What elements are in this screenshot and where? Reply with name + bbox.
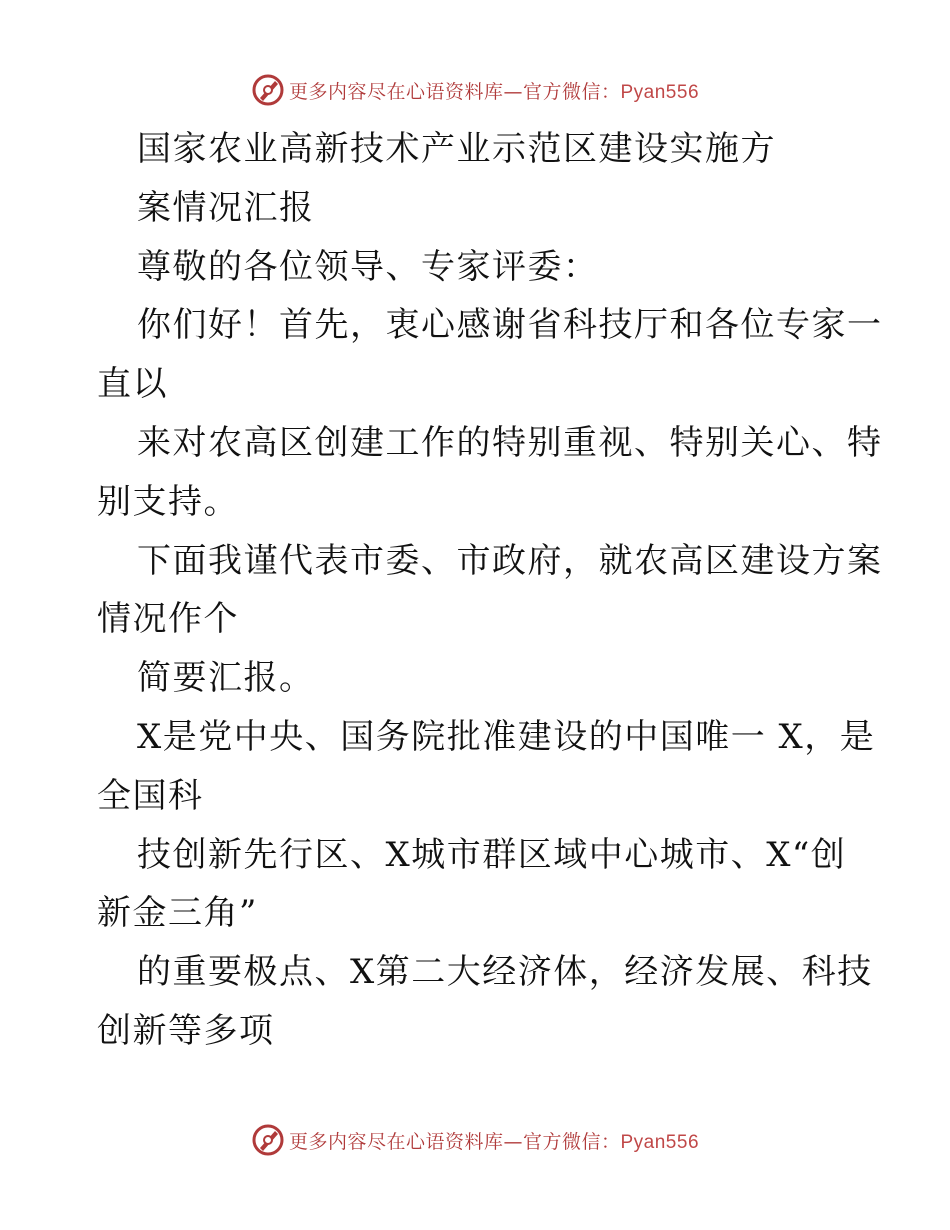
document-line: 创新等多项 <box>97 1010 275 1051</box>
document-line: 下面我谨代表市委、市政府，就农高区建设方案 <box>137 540 883 581</box>
banner-wechat-id: Pyan556 <box>620 1131 700 1153</box>
banner-dash: — <box>503 1130 523 1153</box>
logo-icon <box>251 1123 285 1157</box>
banner-text <box>289 77 699 104</box>
header-banner <box>0 70 950 110</box>
document-line: 情况作个 <box>97 599 239 640</box>
banner-wechat-label: 官方微信： <box>522 80 621 103</box>
banner-text <box>289 1127 699 1154</box>
banner-wechat-label: 官方微信： <box>522 1130 621 1153</box>
document-line: 全国科 <box>97 775 204 816</box>
document-body <box>97 120 883 1061</box>
banner-wechat-id: Pyan556 <box>620 81 700 103</box>
document-line: 新金三角” <box>97 893 258 934</box>
document-line: 简要汇报。 <box>137 658 315 699</box>
document-line: 的重要极点、X第二大经济体，经济发展、科技 <box>137 952 873 993</box>
document-line: 案情况汇报 <box>137 187 315 228</box>
banner-title: 更多内容尽在心语资料库 <box>288 1130 504 1153</box>
document-line: 技创新先行区、X城市群区域中心城市、X“创 <box>137 834 847 875</box>
document-line: X是党中央、国务院批准建设的中国唯一 X，是 <box>137 716 876 757</box>
document-line: 直以 <box>97 364 168 405</box>
footer-banner <box>0 1120 950 1160</box>
document-line: 你们好！首先，衷心感谢省科技厅和各位专家一 <box>137 305 883 346</box>
banner-dash: — <box>503 80 523 103</box>
document-line: 国家农业高新技术产业示范区建设实施方 <box>137 129 776 169</box>
document-line: 尊敬的各位领导、专家评委： <box>137 246 599 287</box>
document-line: 来对农高区创建工作的特别重视、特别关心、特 <box>137 422 883 463</box>
document-line: 别支持。 <box>97 481 239 522</box>
logo-icon <box>251 73 285 107</box>
banner-title: 更多内容尽在心语资料库 <box>288 80 504 103</box>
